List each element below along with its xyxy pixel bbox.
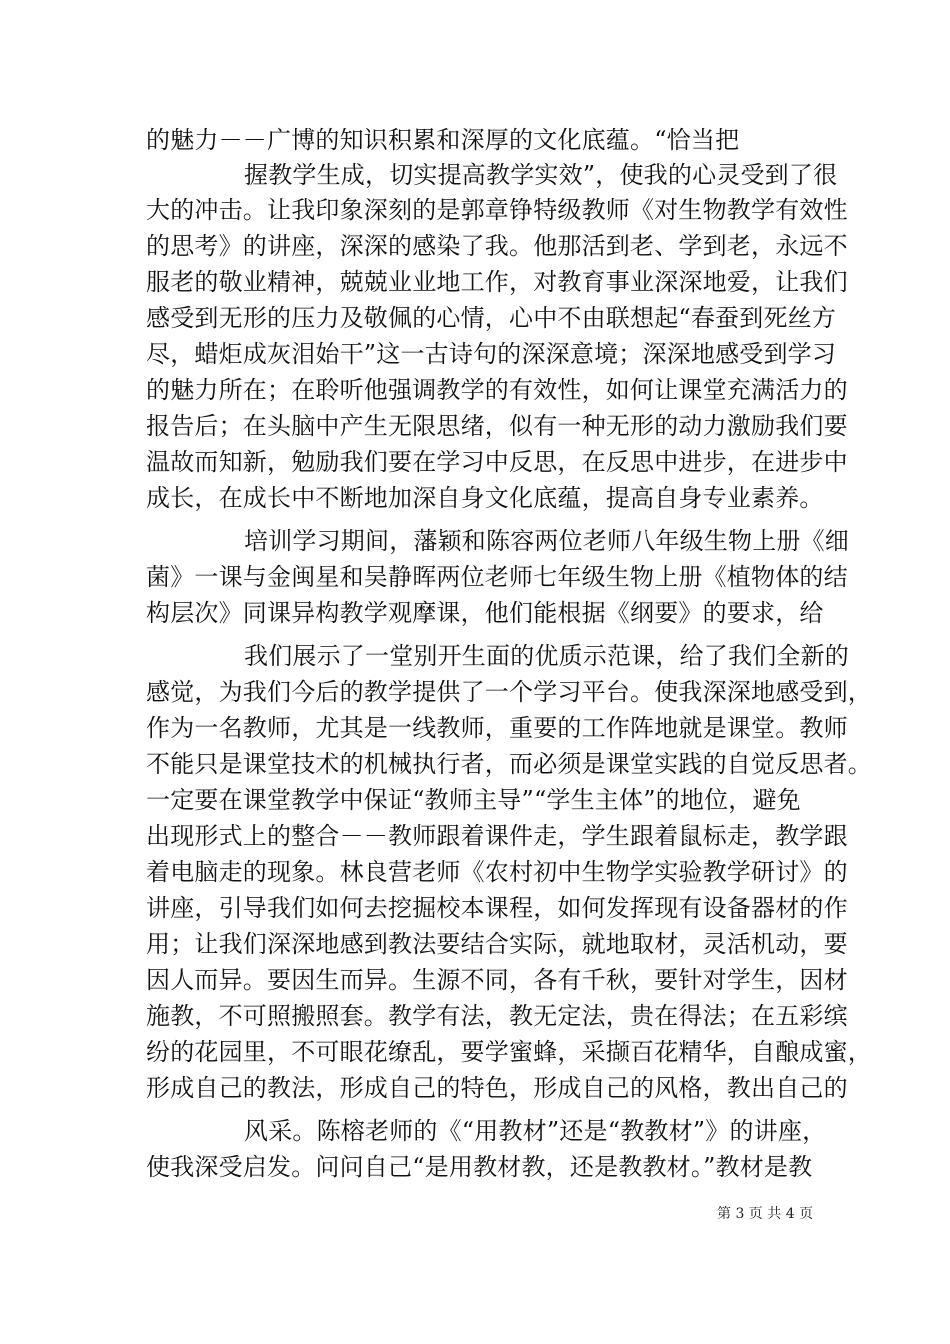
- text-line: 我们展示了一堂别开生面的优质示范课，给了我们全新的: [244, 642, 849, 670]
- text-line: 的魅力－－广博的知识积累和深厚的文化底蕴。“恰当把: [146, 126, 740, 154]
- text-line: 施教，不可照搬照套。教学有法，教无定法，贵在得法；在五彩缤: [146, 1002, 848, 1030]
- text-line: 报告后；在头脑中产生无限思绪，似有一种无形的动力激励我们要: [146, 412, 848, 440]
- page-number-footer: 第 3 页 共 4 页: [717, 1206, 814, 1222]
- text-line: 作为一名教师，尤其是一线教师，重要的工作阵地就是课堂。教师: [146, 714, 848, 742]
- text-line: 培训学习期间，藩颖和陈容两位老师八年级生物上册《细: [244, 527, 849, 555]
- text-line: 使我深受启发。问问自己“是用教材教，还是教教材。”教材是教: [146, 1153, 813, 1181]
- text-line: 风采。陈榕老师的《“用教材”还是“教教材”》的讲座，: [244, 1117, 827, 1145]
- text-line: 握教学生成，切实提高教学实效”，使我的心灵受到了很: [244, 161, 838, 189]
- text-line: 着电脑走的现象。林良营老师《农村初中生物学实验教学研讨》的: [146, 858, 848, 886]
- text-line: 的魅力所在；在聆听他强调教学的有效性，如何让课堂充满活力的: [146, 376, 848, 404]
- text-line: 纷的花园里，不可眼花缭乱，要学蜜蜂，采撷百花精华，自酿成蜜，: [146, 1038, 872, 1066]
- text-line: 一定要在课堂教学中保证“教师主导”“学生主体”的地位，避免: [146, 786, 801, 814]
- text-line: 菌》一课与金闽星和吴静晖两位老师七年级生物上册《植物体的结: [146, 563, 848, 591]
- text-line: 成长，在成长中不断地加深自身文化底蕴，提高自身专业素养。: [146, 484, 824, 512]
- text-line: 温故而知新，勉励我们要在学习中反思，在反思中进步，在进步中: [146, 448, 848, 476]
- text-line: 感受到无形的压力及敬佩的心情，心中不由联想起“春蚕到死丝方: [146, 304, 837, 332]
- text-line: 因人而异。要因生而异。生源不同，各有千秋，要针对学生，因材: [146, 966, 848, 994]
- text-line: 不能只是课堂技术的机械执行者，而必须是课堂实践的自觉反思者。: [146, 750, 872, 778]
- text-line: 用；让我们深深地感到教法要结合实际，就地取材，灵活机动，要: [146, 930, 848, 958]
- text-line: 服老的敬业精神，兢兢业业地工作，对教育事业深深地爱，让我们: [146, 268, 848, 296]
- text-line: 讲座，引导我们如何去挖掘校本课程，如何发挥现有设备器材的作: [146, 894, 848, 922]
- text-line: 大的冲击。让我印象深刻的是郭章铮特级教师《对生物教学有效性: [146, 196, 848, 224]
- text-line: 形成自己的教法，形成自己的特色，形成自己的风格，教出自己的: [146, 1074, 848, 1102]
- text-line: 的思考》的讲座，深深的感染了我。他那活到老、学到老，永远不: [146, 232, 848, 260]
- text-line: 构层次》同课异构教学观摩课，他们能根据《纲要》的要求，给: [146, 599, 824, 627]
- text-line: 出现形式上的整合－－教师跟着课件走，学生跟着鼠标走，教学跟: [146, 822, 848, 850]
- text-line: 尽，蜡炬成灰泪始干”这一古诗句的深深意境；深深地感受到学习: [146, 340, 837, 368]
- text-line: 感觉，为我们今后的教学提供了一个学习平台。使我深深地感受到，: [146, 678, 872, 706]
